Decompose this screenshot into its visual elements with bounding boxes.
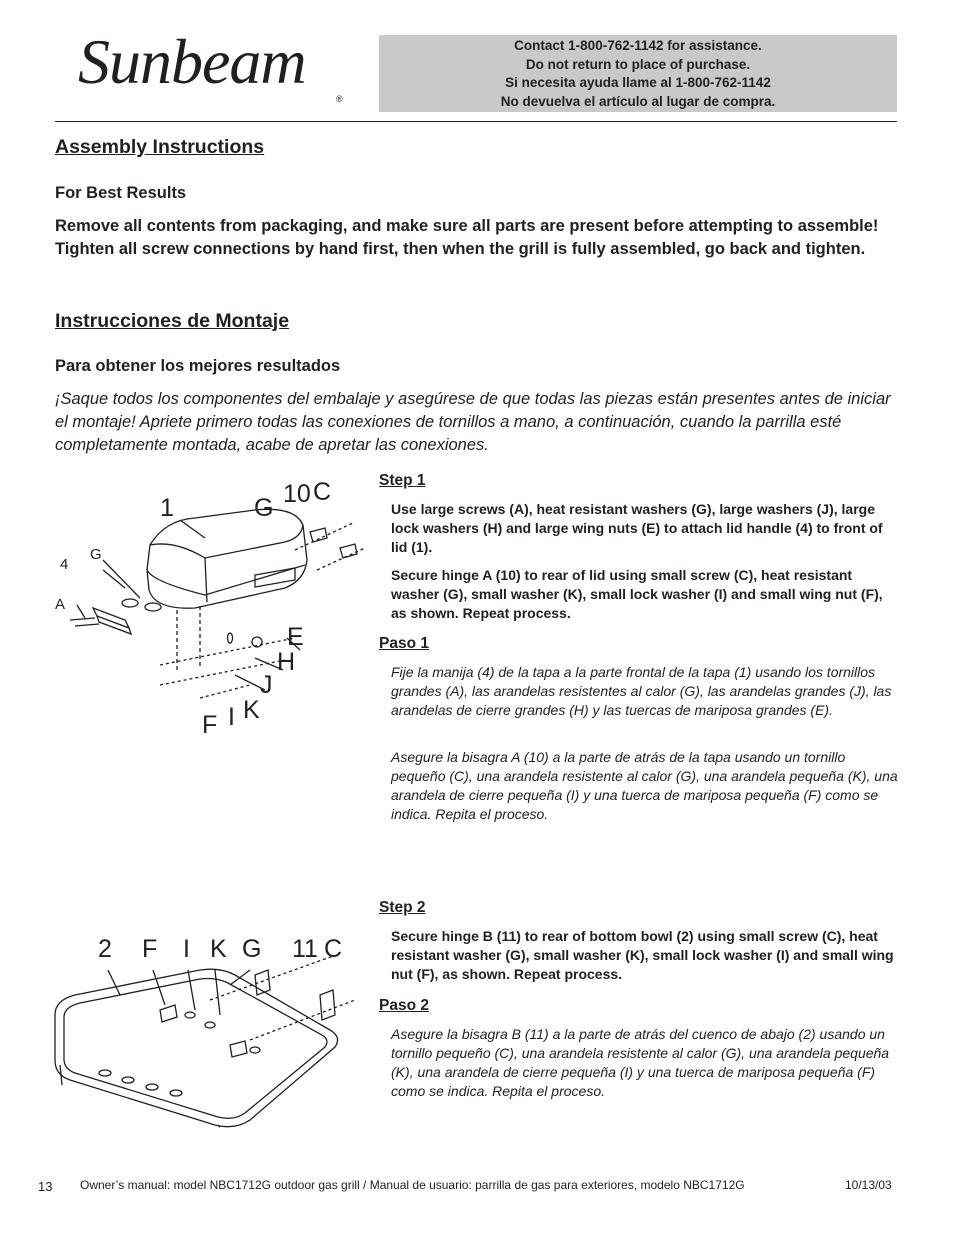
page-number: 13 [38, 1179, 53, 1194]
lid-assembly-diagram [55, 470, 375, 740]
paso1-heading: Paso 1 [379, 635, 429, 652]
paso1-paragraph-1: Fije la manija (4) de la tapa a la parte frontal de la tapa (1) usando los tornillos grandes (A), las arandelas resistentes al calor (G), las arandelas grandes (J), las arandelas de cierre grandes (H) y las tuercas de mariposa grandes (E). [391, 664, 892, 718]
spanish-intro: ¡Saque todos los componentes del embalaje y asegúrese de que todas las piezas están presentes antes de iniciar el montaje! Apriete primero todas las conexiones de tornillos a mano, a continuación, cuando la parrilla esté completamente montada, acabe de apretar las conexiones. [55, 390, 891, 454]
contact-line: No devuelva el artículo al lugar de compra. [500, 93, 776, 109]
label-i: I [228, 703, 235, 731]
paso1-paragraph-2: Asegure la bisagra A (10) a la parte de atrás de la tapa usando un tornillo pequeño (C), una arandela resistente al calor (G), una arandela pequeña (K), una arandela de cierre pequeña (I) y una tuerca de mariposa pequeña (F) como se indica. Repita el proceso. [391, 749, 898, 822]
label-2: 2 [98, 935, 112, 963]
step2-paragraph-1: Secure hinge B (11) to rear of bottom bowl (2) using small screw (C), heat resistant washer (G), small washer (K), small lock washer (I) and small wing nut (F), as shown. Repeat process. [391, 928, 894, 982]
step1-heading: Step 1 [379, 472, 426, 489]
footer-date: 10/13/03 [845, 1178, 892, 1192]
mejores-resultados-subtitle: Para obtener los mejores resultados [55, 357, 341, 375]
label-g-small: G [90, 546, 102, 563]
label-f: F [202, 711, 218, 739]
footer-text: Owner’s manual: model NBC1712G outdoor gas grill / Manual de usuario: parrilla de gas para exteriores, modelo NBC1712G [80, 1178, 745, 1192]
label-h: H [277, 648, 296, 676]
paso2-heading: Paso 2 [379, 997, 429, 1014]
label-g-2: G [242, 935, 262, 963]
paso2-paragraph-1: Asegure la bisagra B (11) a la parte de atrás del cuenco de abajo (2) usando un tornillo pequeño (C), una arandela resistente al calor (G), una arandela pequeña (K), una arandela de cierre pequeña (I) y una tuerca de mariposa pequeña (F) como se indica. Repita el proceso. [391, 1026, 890, 1099]
header-rule [55, 121, 897, 122]
english-intro: Remove all contents from packaging, and make sure all parts are present before attempting to assemble! Tighten all screw connections by hand first, then when the grill is fully assembled, go back and tighten. [55, 217, 879, 258]
label-11: 11 [292, 935, 318, 963]
label-10: 10 [283, 480, 311, 508]
label-f-2: F [142, 935, 158, 963]
label-c-2: C [324, 935, 343, 963]
step1-paragraph-2: Secure hinge A (10) to rear of lid using small screw (C), heat resistant washer (G), small washer (K), small lock washer (I) and small wing nut (F), as shown. Repeat process. [391, 567, 883, 621]
registered-mark: ® [336, 94, 343, 104]
assembly-title: Assembly Instructions [55, 136, 265, 158]
label-k-2: K [210, 935, 227, 963]
label-j: J [260, 671, 273, 699]
label-k: K [243, 696, 260, 724]
label-a: A [55, 596, 66, 613]
contact-box [379, 35, 897, 112]
best-results-subtitle: For Best Results [55, 184, 187, 202]
contact-line: Do not return to place of purchase. [525, 56, 751, 72]
contact-line: Contact 1-800-762-1142 for assistance. [514, 38, 762, 53]
step1-paragraph-1: Use large screws (A), heat resistant washers (G), large washers (J), large lock washers (H) and large wing nuts (E) to attach lid handle (4) to front of lid (1). [391, 501, 883, 555]
label-1: 1 [160, 494, 174, 522]
contact-line: Si necesita ayuda llame al 1-800-762-1142 [505, 75, 771, 90]
label-i-2: I [183, 935, 190, 963]
label-c: C [313, 478, 332, 506]
label-g: G [254, 494, 274, 522]
sunbeam-logo: Sunbeam [78, 26, 306, 97]
label-e: E [287, 623, 304, 651]
label-4: 4 [60, 556, 69, 573]
step2-heading: Step 2 [379, 899, 426, 916]
montaje-title: Instrucciones de Montaje [55, 310, 290, 332]
bowl-assembly-diagram [50, 955, 370, 1130]
